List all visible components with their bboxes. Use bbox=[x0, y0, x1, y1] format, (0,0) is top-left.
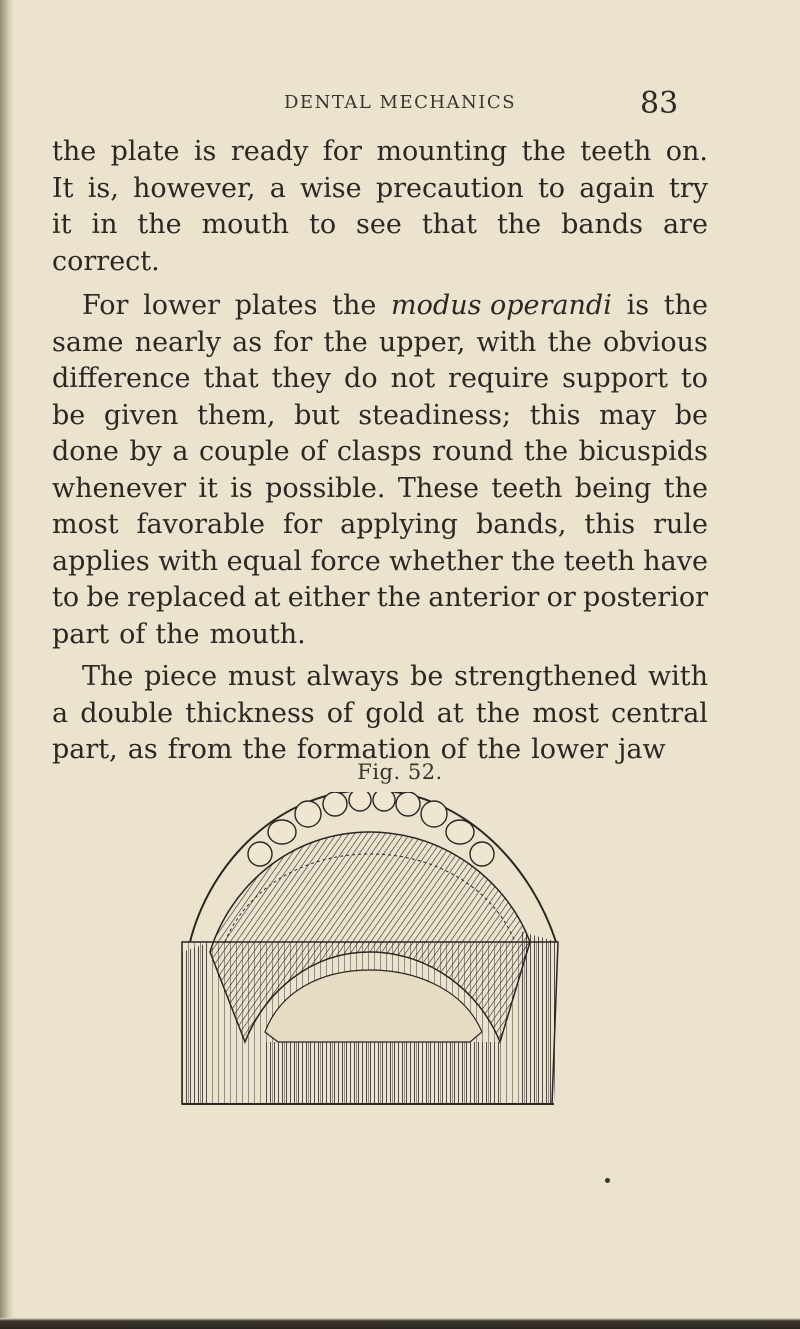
word: again bbox=[579, 172, 655, 204]
word: the bbox=[52, 136, 97, 167]
text-line bbox=[52, 171, 708, 208]
word: the bbox=[511, 545, 556, 577]
word: with bbox=[647, 661, 708, 692]
text-line bbox=[52, 696, 708, 733]
word: whenever bbox=[52, 472, 186, 504]
page-edge-shadow bbox=[0, 0, 14, 1329]
word: strengthened bbox=[454, 661, 638, 692]
text-line bbox=[52, 361, 708, 398]
word: teeth bbox=[563, 545, 635, 577]
word: as bbox=[232, 326, 263, 358]
word: by bbox=[129, 436, 162, 467]
word: steadiness; bbox=[358, 399, 512, 431]
word: formation bbox=[296, 734, 431, 765]
word: for bbox=[283, 509, 323, 540]
word: mounting bbox=[376, 136, 508, 167]
word: with bbox=[476, 326, 537, 358]
word: mouth bbox=[201, 209, 290, 240]
word: be bbox=[674, 399, 708, 431]
text-line bbox=[52, 471, 708, 508]
word: given bbox=[103, 399, 179, 431]
word: with bbox=[158, 545, 219, 577]
text-line bbox=[52, 288, 708, 325]
word: is, bbox=[87, 172, 119, 204]
word: them, bbox=[197, 399, 276, 431]
word: equal bbox=[226, 545, 303, 577]
word: however, bbox=[133, 172, 256, 204]
word: wise bbox=[300, 172, 362, 204]
word: is bbox=[626, 290, 650, 321]
word: being bbox=[574, 472, 652, 504]
word: a bbox=[269, 172, 286, 204]
word: they bbox=[271, 363, 332, 394]
word: at bbox=[436, 697, 464, 729]
word: the bbox=[523, 436, 569, 467]
word: the bbox=[496, 209, 542, 240]
word: force bbox=[310, 545, 381, 577]
word: possible. bbox=[265, 472, 386, 504]
word: the bbox=[323, 326, 368, 358]
word: modus operandi bbox=[391, 290, 612, 321]
word: for bbox=[273, 326, 313, 358]
word: plates bbox=[234, 290, 318, 321]
word: lower bbox=[531, 734, 609, 765]
word: either bbox=[287, 582, 370, 613]
word: or bbox=[546, 582, 576, 613]
word: mouth. bbox=[209, 618, 306, 650]
text-line bbox=[52, 434, 708, 471]
word: It bbox=[52, 172, 74, 204]
word: do bbox=[344, 363, 378, 394]
page-bottom-edge bbox=[0, 1318, 800, 1329]
word: that bbox=[421, 209, 477, 240]
word: the bbox=[521, 136, 566, 167]
word: may bbox=[599, 399, 657, 431]
word: applying bbox=[340, 509, 458, 540]
word: round bbox=[432, 436, 514, 467]
word: from bbox=[167, 734, 233, 765]
word: be bbox=[410, 661, 444, 692]
word: piece bbox=[144, 661, 218, 692]
word: applies bbox=[52, 545, 150, 577]
word: correct. bbox=[52, 245, 160, 277]
word: it bbox=[52, 209, 72, 240]
word: a bbox=[172, 436, 189, 467]
word: of bbox=[326, 697, 354, 729]
word: teeth bbox=[580, 136, 652, 167]
word: the bbox=[663, 472, 708, 504]
engraving-dental-plate bbox=[170, 792, 570, 1122]
word: at bbox=[253, 582, 281, 613]
text-line bbox=[52, 659, 708, 696]
word: bands, bbox=[475, 509, 567, 540]
word: anterior bbox=[428, 582, 540, 613]
word: the bbox=[332, 290, 377, 321]
word: central bbox=[610, 697, 708, 729]
word: the bbox=[155, 618, 200, 650]
word: be bbox=[86, 582, 120, 613]
word: is bbox=[193, 136, 217, 167]
word: upper, bbox=[378, 326, 466, 358]
word: posterior bbox=[583, 582, 708, 613]
word: the bbox=[476, 734, 522, 765]
word: support bbox=[562, 363, 668, 394]
word: obvious bbox=[602, 326, 708, 358]
word: require bbox=[448, 363, 550, 394]
word: of bbox=[119, 618, 146, 650]
word: double bbox=[80, 697, 174, 729]
word: bands bbox=[561, 209, 644, 240]
word: of bbox=[300, 436, 327, 467]
word: to bbox=[680, 363, 708, 394]
word: must bbox=[227, 661, 296, 692]
word: have bbox=[643, 545, 708, 577]
word: not bbox=[390, 363, 436, 394]
word: be bbox=[52, 399, 86, 431]
word: but bbox=[294, 399, 340, 431]
figure-52-lower-plate-illustration bbox=[170, 792, 570, 1122]
word: the bbox=[242, 734, 287, 765]
page-number: 83 bbox=[640, 86, 679, 121]
word: as bbox=[127, 734, 158, 765]
word: this bbox=[584, 509, 636, 540]
word: see bbox=[356, 209, 402, 240]
word: ready bbox=[230, 136, 309, 167]
word: that bbox=[203, 363, 259, 394]
word: to bbox=[52, 582, 80, 613]
word: done bbox=[52, 436, 119, 467]
word: teeth bbox=[491, 472, 563, 504]
running-head bbox=[0, 86, 800, 122]
word: are bbox=[662, 209, 708, 240]
text-line bbox=[52, 134, 708, 171]
word: part bbox=[52, 618, 110, 650]
ink-speck bbox=[605, 1178, 610, 1183]
word: gold bbox=[365, 697, 425, 729]
word: favorable bbox=[136, 509, 266, 540]
text-line bbox=[52, 207, 708, 244]
word: for bbox=[322, 136, 362, 167]
word: For bbox=[82, 290, 129, 321]
word: this bbox=[529, 399, 581, 431]
word: a bbox=[52, 697, 69, 729]
word: difference bbox=[52, 363, 191, 394]
word: couple bbox=[198, 436, 290, 467]
word: part, bbox=[52, 734, 118, 765]
word: whether bbox=[389, 545, 503, 577]
word: on. bbox=[665, 136, 708, 167]
figure-caption: Fig. 52. bbox=[357, 760, 443, 784]
word: most bbox=[52, 509, 119, 540]
word: try bbox=[668, 172, 708, 204]
word: to bbox=[537, 172, 566, 204]
word: the bbox=[663, 290, 708, 321]
text-line bbox=[52, 507, 708, 544]
word: replaced bbox=[126, 582, 247, 613]
word: precaution bbox=[375, 172, 524, 204]
word: The bbox=[82, 661, 134, 692]
running-title: DENTAL MECHANICS bbox=[284, 92, 517, 113]
word: nearly bbox=[134, 326, 221, 358]
word: of bbox=[440, 734, 467, 765]
word: in bbox=[91, 209, 118, 240]
word: thickness bbox=[185, 697, 315, 729]
text-line bbox=[52, 580, 708, 617]
word: the bbox=[376, 582, 421, 613]
text-line bbox=[52, 325, 708, 362]
text-line bbox=[52, 398, 708, 435]
word: the bbox=[137, 209, 182, 240]
word: jaw bbox=[618, 734, 666, 765]
word: to bbox=[309, 209, 337, 240]
word: rule bbox=[653, 509, 708, 540]
word: the bbox=[475, 697, 521, 729]
word: bicuspids bbox=[578, 436, 708, 467]
word: same bbox=[52, 326, 124, 358]
text-line bbox=[52, 244, 708, 281]
word: most bbox=[532, 697, 599, 729]
word: it bbox=[198, 472, 218, 504]
body-text bbox=[52, 134, 708, 769]
word: clasps bbox=[336, 436, 422, 467]
word: always bbox=[306, 661, 400, 692]
word: the bbox=[547, 326, 592, 358]
word: plate bbox=[110, 136, 180, 167]
word: is bbox=[230, 472, 253, 504]
text-line bbox=[52, 544, 708, 581]
word: lower bbox=[143, 290, 221, 321]
text-line bbox=[52, 617, 708, 654]
word: These bbox=[397, 472, 480, 504]
